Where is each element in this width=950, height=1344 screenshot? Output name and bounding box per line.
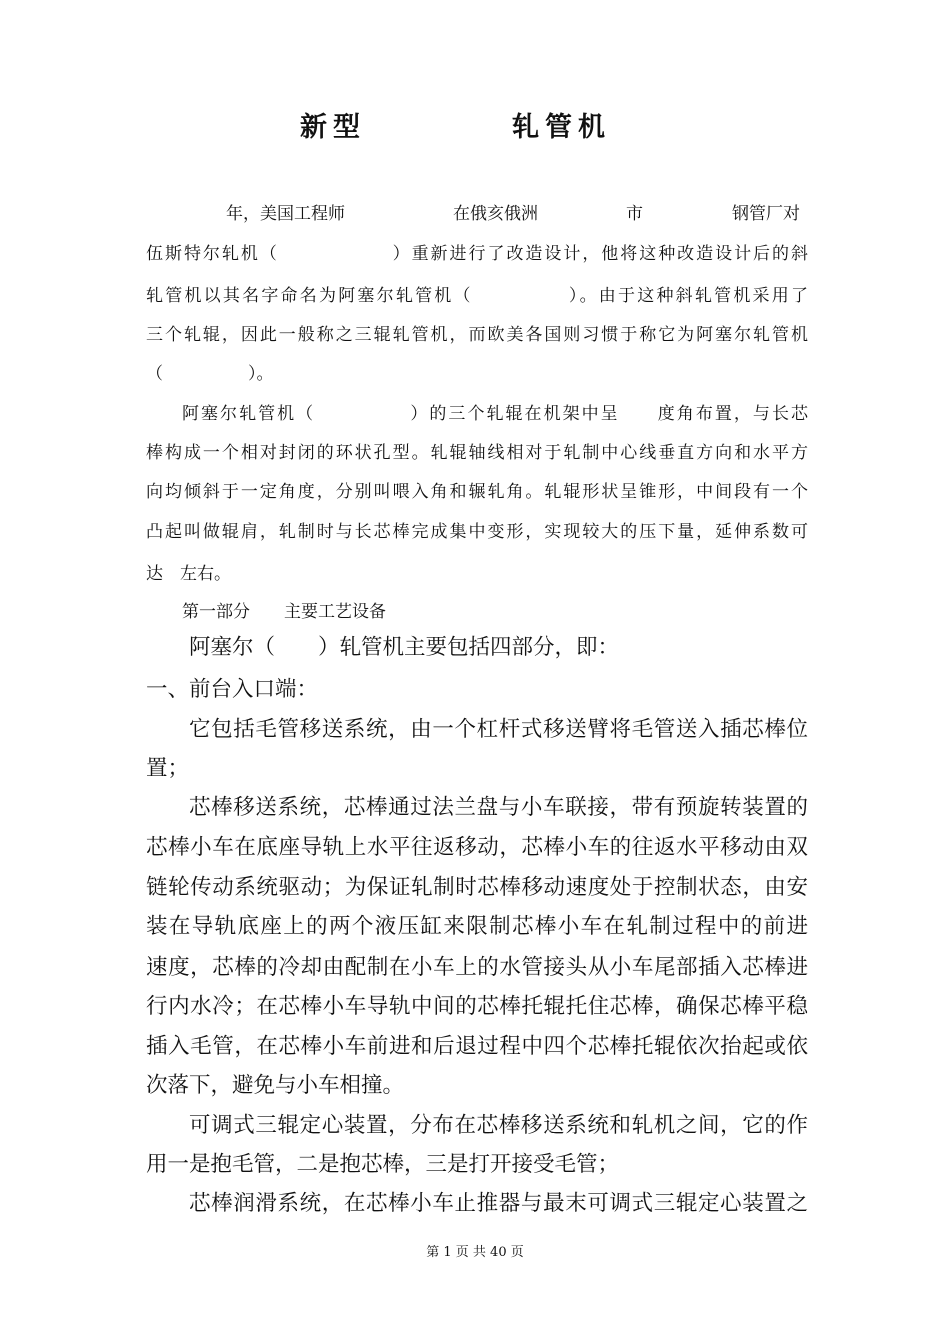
intro-line-1-a: 年，美国工程师 xyxy=(226,204,345,224)
intro-line-1-b: 在俄亥俄洲 xyxy=(453,204,538,224)
intro-line-1-d: 钢管厂对 xyxy=(732,204,800,224)
body-line-09: 速度，芯棒的冷却由配制在小车上的水管接头从小车尾部插入芯棒进 xyxy=(146,955,808,980)
title-part-1: 新型 xyxy=(300,112,366,143)
para2-line-1: 阿塞尔轧管机（ ）的三个轧辊在机架中呈 度角布置，与长芯 xyxy=(182,404,808,424)
body-line-08: 装在导轨底座上的两个液压缸来限制芯棒小车在轧制过程中的前进 xyxy=(146,914,808,939)
intro-line-2: 伍斯特尔轧机（ ）重新进行了改造设计，他将这种改造设计后的斜 xyxy=(146,244,808,264)
body-line-14: 用一是抱毛管，二是抱芯棒，三是打开接受毛管； xyxy=(146,1152,620,1177)
para2-line-4: 凸起叫做辊肩，轧制时与长芯棒完成集中变形，实现较大的压下量，延伸系数可 xyxy=(146,522,808,542)
intro-line-4: 三个轧辊，因此一般称之三辊轧管机，而欧美各国则习惯于称它为阿塞尔轧管机 xyxy=(146,325,808,345)
section-heading: 第一部分 主要工艺设备 xyxy=(182,602,386,622)
body-line-05: 芯棒移送系统，芯棒通过法兰盘与小车联接，带有预旋转装置的 xyxy=(189,795,808,820)
title-part-2: 轧管机 xyxy=(512,112,611,143)
body-line-03: 它包括毛管移送系统，由一个杠杆式移送臂将毛管送入插芯棒位 xyxy=(189,717,808,742)
body-line-02: 一、前台入口端： xyxy=(146,677,319,702)
intro-line-3: 轧管机以其名字命名为阿塞尔轧管机（ ）。由于这种斜轧管机采用了 xyxy=(146,286,808,306)
body-line-01: 阿塞尔（ ）轧管机主要包括四部分，即： xyxy=(189,635,620,660)
body-line-13: 可调式三辊定心装置，分布在芯棒移送系统和轧机之间，它的作 xyxy=(189,1113,808,1138)
body-line-11: 插入毛管，在芯棒小车前进和后退过程中四个芯棒托辊依次抬起或依 xyxy=(146,1034,808,1059)
para2-line-2: 棒构成一个相对封闭的环状孔型。轧辊轴线相对于轧制中心线垂直方向和水平方 xyxy=(146,443,808,463)
document-title xyxy=(0,108,950,148)
body-line-15: 芯棒润滑系统，在芯棒小车止推器与最末可调式三辊定心装置之 xyxy=(189,1191,808,1216)
para2-line-5: 达 左右。 xyxy=(146,564,231,584)
body-line-07: 链轮传动系统驱动；为保证轧制时芯棒移动速度处于控制状态，由安 xyxy=(146,875,808,900)
body-line-10: 行内水冷；在芯棒小车导轨中间的芯棒托辊托住芯棒，确保芯棒平稳 xyxy=(146,994,808,1019)
intro-line-1-c: 市 xyxy=(626,204,643,224)
para2-line-3: 向均倾斜于一定角度，分别叫喂入角和辗轧角。轧辊形状呈锥形，中间段有一个 xyxy=(146,482,808,502)
intro-line-5: （ ）。 xyxy=(146,364,274,384)
body-line-04: 置； xyxy=(146,756,190,781)
page-footer: 第 1 页 共 40 页 xyxy=(426,1245,524,1260)
intro-line-1 xyxy=(146,199,808,229)
body-line-12: 次落下，避免与小车相撞。 xyxy=(146,1073,405,1098)
body-line-06: 芯棒小车在底座导轨上水平往返移动，芯棒小车的往返水平移动由双 xyxy=(146,835,808,860)
